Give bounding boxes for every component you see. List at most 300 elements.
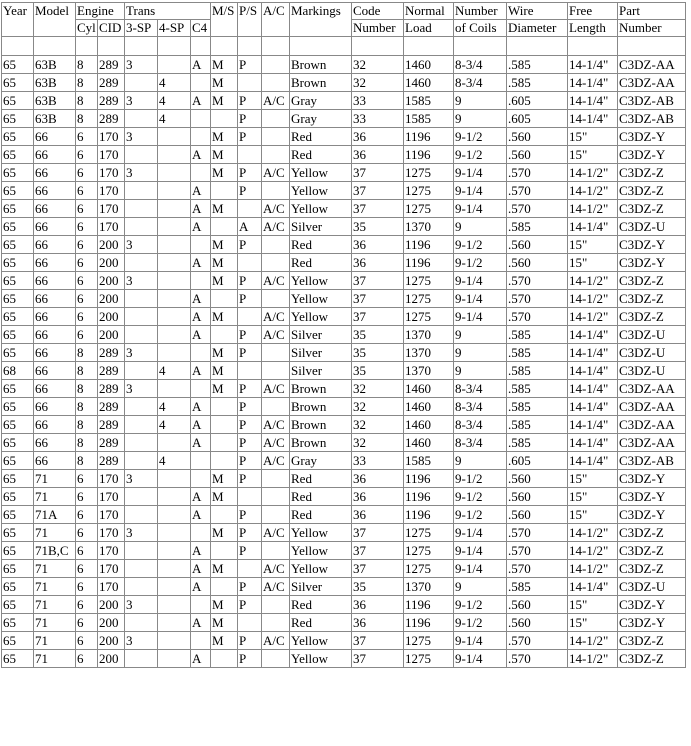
cell-ps — [238, 254, 262, 272]
cell-model: 71 — [34, 470, 76, 488]
cell-free-length: 14-1/4" — [568, 434, 618, 452]
cell-wire-diameter: .570 — [507, 200, 568, 218]
cell-code-number: 36 — [352, 614, 404, 632]
cell-4sp — [158, 560, 191, 578]
table-row — [2, 398, 686, 416]
cell-model: 66 — [34, 452, 76, 470]
cell-year: 65 — [2, 470, 34, 488]
cell-cid: 200 — [98, 272, 125, 290]
cell-ms: M — [211, 200, 238, 218]
cell-part-number: C3DZ-AB — [618, 110, 686, 128]
cell-3sp — [125, 182, 158, 200]
cell-ms: M — [211, 596, 238, 614]
cell-ps: P — [238, 578, 262, 596]
cell-number-of-coils: 9 — [454, 452, 507, 470]
cell-3sp — [125, 290, 158, 308]
cell-ac — [262, 344, 290, 362]
cell-cid: 170 — [98, 182, 125, 200]
cell-4sp — [158, 632, 191, 650]
cell-cid: 289 — [98, 416, 125, 434]
cell-markings: Red — [290, 488, 352, 506]
cell-wire-diameter: .570 — [507, 524, 568, 542]
table-row — [2, 470, 686, 488]
cell-number-of-coils: 9-1/4 — [454, 524, 507, 542]
cell-3sp: 3 — [125, 272, 158, 290]
cell-wire-diameter: .560 — [507, 254, 568, 272]
cell-ms: M — [211, 128, 238, 146]
cell-code-number: 37 — [352, 164, 404, 182]
header-ps: P/S — [238, 3, 262, 37]
cell-4sp — [158, 506, 191, 524]
cell-ps — [238, 146, 262, 164]
cell-code-number: 32 — [352, 398, 404, 416]
cell-c4: A — [191, 614, 211, 632]
cell-ac: A/C — [262, 326, 290, 344]
cell-code-number: 32 — [352, 434, 404, 452]
cell-number-of-coils: 9 — [454, 362, 507, 380]
cell-number-of-coils: 9-1/2 — [454, 236, 507, 254]
cell-cyl: 8 — [76, 344, 98, 362]
cell-part-number: C3DZ-U — [618, 578, 686, 596]
cell-free-length: 14-1/2" — [568, 272, 618, 290]
cell-ac — [262, 596, 290, 614]
cell-ps: P — [238, 470, 262, 488]
cell-free-length: 14-1/2" — [568, 200, 618, 218]
cell-model: 66 — [34, 182, 76, 200]
cell-normal-load: 1275 — [404, 164, 454, 182]
header-number-of-coils-top: Number — [454, 3, 507, 20]
cell-markings: Brown — [290, 56, 352, 74]
cell-cyl: 8 — [76, 362, 98, 380]
cell-c4: A — [191, 308, 211, 326]
table-row — [2, 362, 686, 380]
cell-cid: 170 — [98, 524, 125, 542]
cell-model: 66 — [34, 254, 76, 272]
cell-number-of-coils: 9-1/4 — [454, 272, 507, 290]
cell-code-number: 36 — [352, 596, 404, 614]
cell-ms — [211, 416, 238, 434]
cell-wire-diameter: .570 — [507, 164, 568, 182]
spring-specs-table — [1, 2, 686, 668]
cell-number-of-coils: 9-1/2 — [454, 146, 507, 164]
cell-ms: M — [211, 56, 238, 74]
header-part-number-top: Part — [618, 3, 686, 20]
cell-model: 66 — [34, 308, 76, 326]
table-row — [2, 128, 686, 146]
cell-free-length: 15" — [568, 236, 618, 254]
cell-cid: 289 — [98, 434, 125, 452]
cell-year: 65 — [2, 506, 34, 524]
cell-part-number: C3DZ-AA — [618, 74, 686, 92]
cell-cyl: 6 — [76, 218, 98, 236]
cell-ps — [238, 614, 262, 632]
cell-cyl: 8 — [76, 110, 98, 128]
cell-year: 65 — [2, 56, 34, 74]
cell-code-number: 36 — [352, 236, 404, 254]
cell-part-number: C3DZ-Z — [618, 524, 686, 542]
cell-cid: 170 — [98, 578, 125, 596]
cell-cid: 200 — [98, 290, 125, 308]
cell-ms: M — [211, 164, 238, 182]
cell-3sp — [125, 110, 158, 128]
cell-3sp: 3 — [125, 632, 158, 650]
header-c4: C4 — [191, 20, 211, 37]
cell-c4 — [191, 74, 211, 92]
cell-wire-diameter: .585 — [507, 362, 568, 380]
cell-ps: P — [238, 416, 262, 434]
cell-year: 65 — [2, 326, 34, 344]
cell-3sp — [125, 434, 158, 452]
cell-model: 66 — [34, 218, 76, 236]
cell-free-length: 14-1/4" — [568, 56, 618, 74]
header-ms: M/S — [211, 3, 238, 37]
cell-cid: 289 — [98, 380, 125, 398]
cell-4sp — [158, 236, 191, 254]
cell-year: 65 — [2, 560, 34, 578]
cell-code-number: 32 — [352, 56, 404, 74]
cell-ps: P — [238, 398, 262, 416]
cell-part-number: C3DZ-Z — [618, 542, 686, 560]
cell-wire-diameter: .560 — [507, 128, 568, 146]
cell-c4: A — [191, 92, 211, 110]
cell-c4: A — [191, 488, 211, 506]
cell-code-number: 36 — [352, 488, 404, 506]
cell-ac — [262, 56, 290, 74]
cell-normal-load: 1585 — [404, 92, 454, 110]
cell-cid: 170 — [98, 146, 125, 164]
cell-markings: Brown — [290, 434, 352, 452]
cell-ac — [262, 614, 290, 632]
cell-4sp — [158, 434, 191, 452]
cell-number-of-coils: 9-1/4 — [454, 200, 507, 218]
cell-normal-load: 1275 — [404, 560, 454, 578]
cell-cyl: 6 — [76, 182, 98, 200]
cell-cid: 289 — [98, 56, 125, 74]
cell-part-number: C3DZ-Y — [618, 614, 686, 632]
cell-number-of-coils: 9-1/4 — [454, 632, 507, 650]
cell-free-length: 14-1/2" — [568, 542, 618, 560]
cell-number-of-coils: 8-3/4 — [454, 380, 507, 398]
cell-year: 65 — [2, 272, 34, 290]
cell-ps: P — [238, 524, 262, 542]
cell-ac — [262, 290, 290, 308]
cell-model: 71 — [34, 614, 76, 632]
cell-cid: 289 — [98, 74, 125, 92]
cell-c4 — [191, 164, 211, 182]
cell-c4 — [191, 470, 211, 488]
cell-3sp: 3 — [125, 344, 158, 362]
cell-4sp: 4 — [158, 362, 191, 380]
cell-model: 71 — [34, 596, 76, 614]
cell-code-number: 35 — [352, 344, 404, 362]
cell-year: 65 — [2, 128, 34, 146]
cell-3sp — [125, 218, 158, 236]
cell-code-number: 35 — [352, 578, 404, 596]
cell-cyl: 8 — [76, 92, 98, 110]
header-ac: A/C — [262, 3, 290, 37]
cell-part-number: C3DZ-Y — [618, 128, 686, 146]
cell-4sp: 4 — [158, 452, 191, 470]
cell-model: 63B — [34, 74, 76, 92]
cell-free-length: 14-1/4" — [568, 218, 618, 236]
cell-ps: P — [238, 272, 262, 290]
table-row — [2, 542, 686, 560]
cell-year: 65 — [2, 254, 34, 272]
cell-ps — [238, 560, 262, 578]
table-row — [2, 74, 686, 92]
cell-year: 65 — [2, 416, 34, 434]
cell-wire-diameter: .560 — [507, 506, 568, 524]
cell-3sp: 3 — [125, 524, 158, 542]
table-header — [2, 3, 686, 37]
cell-ps — [238, 308, 262, 326]
cell-free-length: 15" — [568, 254, 618, 272]
cell-c4 — [191, 524, 211, 542]
cell-model: 71 — [34, 632, 76, 650]
table-row — [2, 596, 686, 614]
cell-number-of-coils: 9-1/2 — [454, 506, 507, 524]
cell-ac — [262, 254, 290, 272]
header-trans: Trans — [125, 3, 211, 20]
cell-model: 66 — [34, 416, 76, 434]
cell-number-of-coils: 9-1/4 — [454, 650, 507, 668]
cell-ac: A/C — [262, 632, 290, 650]
cell-code-number: 32 — [352, 380, 404, 398]
cell-ms — [211, 182, 238, 200]
cell-4sp: 4 — [158, 398, 191, 416]
cell-markings: Gray — [290, 452, 352, 470]
cell-number-of-coils: 9-1/2 — [454, 488, 507, 506]
cell-cyl: 6 — [76, 632, 98, 650]
table-body — [2, 37, 686, 668]
cell-part-number: C3DZ-Y — [618, 146, 686, 164]
cell-number-of-coils: 9-1/4 — [454, 164, 507, 182]
cell-ms: M — [211, 380, 238, 398]
cell-4sp: 4 — [158, 110, 191, 128]
cell-cid: 200 — [98, 236, 125, 254]
cell-cid: 200 — [98, 308, 125, 326]
cell-code-number: 36 — [352, 128, 404, 146]
cell-ps — [238, 362, 262, 380]
cell-wire-diameter: .560 — [507, 596, 568, 614]
cell-model: 66 — [34, 434, 76, 452]
cell-c4: A — [191, 290, 211, 308]
cell-c4: A — [191, 578, 211, 596]
cell-ps: P — [238, 128, 262, 146]
cell-ac — [262, 470, 290, 488]
cell-part-number: C3DZ-AB — [618, 92, 686, 110]
cell-ps: P — [238, 290, 262, 308]
cell-cyl: 6 — [76, 326, 98, 344]
cell-year: 65 — [2, 596, 34, 614]
cell-ps — [238, 74, 262, 92]
cell-cyl: 8 — [76, 398, 98, 416]
header-model: Model — [34, 3, 76, 37]
cell-number-of-coils: 8-3/4 — [454, 74, 507, 92]
cell-wire-diameter: .605 — [507, 110, 568, 128]
cell-cid: 200 — [98, 596, 125, 614]
cell-ps: P — [238, 596, 262, 614]
cell-cyl: 6 — [76, 470, 98, 488]
cell-cyl: 8 — [76, 452, 98, 470]
cell-normal-load: 1370 — [404, 362, 454, 380]
header-part-number-bottom: Number — [618, 20, 686, 37]
cell-ps: P — [238, 506, 262, 524]
cell-c4 — [191, 380, 211, 398]
cell-part-number: C3DZ-Y — [618, 236, 686, 254]
cell-c4: A — [191, 650, 211, 668]
cell-free-length: 14-1/4" — [568, 398, 618, 416]
cell-ps: P — [238, 110, 262, 128]
table-row — [2, 164, 686, 182]
cell-cyl: 6 — [76, 614, 98, 632]
cell-year: 65 — [2, 92, 34, 110]
cell-cyl: 6 — [76, 542, 98, 560]
cell-ps: P — [238, 236, 262, 254]
cell-cid: 170 — [98, 200, 125, 218]
cell-4sp: 4 — [158, 416, 191, 434]
cell-ps: P — [238, 650, 262, 668]
cell-cyl: 6 — [76, 254, 98, 272]
cell-model: 71 — [34, 560, 76, 578]
cell-cyl: 6 — [76, 578, 98, 596]
cell-4sp — [158, 254, 191, 272]
cell-markings: Red — [290, 254, 352, 272]
cell-ac: A/C — [262, 380, 290, 398]
table-row — [2, 308, 686, 326]
header-year: Year — [2, 3, 34, 37]
cell-number-of-coils: 9-1/4 — [454, 308, 507, 326]
cell-year: 65 — [2, 452, 34, 470]
cell-part-number: C3DZ-Z — [618, 164, 686, 182]
cell-ms — [211, 452, 238, 470]
cell-c4: A — [191, 326, 211, 344]
cell-3sp — [125, 146, 158, 164]
cell-c4: A — [191, 542, 211, 560]
cell-cyl: 6 — [76, 488, 98, 506]
cell-model: 63B — [34, 56, 76, 74]
cell-free-length: 14-1/4" — [568, 452, 618, 470]
cell-normal-load: 1196 — [404, 488, 454, 506]
cell-code-number: 32 — [352, 416, 404, 434]
cell-c4 — [191, 128, 211, 146]
cell-ac — [262, 542, 290, 560]
cell-cid: 170 — [98, 506, 125, 524]
cell-ms: M — [211, 614, 238, 632]
cell-4sp — [158, 380, 191, 398]
cell-cyl: 8 — [76, 416, 98, 434]
cell-3sp — [125, 578, 158, 596]
cell-4sp — [158, 56, 191, 74]
cell-normal-load: 1370 — [404, 344, 454, 362]
table-row — [2, 290, 686, 308]
table-row — [2, 92, 686, 110]
cell-number-of-coils: 8-3/4 — [454, 398, 507, 416]
header-4sp: 4-SP — [158, 20, 191, 37]
cell-ac: A/C — [262, 452, 290, 470]
cell-normal-load: 1275 — [404, 200, 454, 218]
cell-cid: 289 — [98, 110, 125, 128]
cell-ms — [211, 218, 238, 236]
cell-code-number: 33 — [352, 452, 404, 470]
header-3sp: 3-SP — [125, 20, 158, 37]
cell-c4 — [191, 344, 211, 362]
cell-normal-load: 1460 — [404, 56, 454, 74]
cell-free-length: 14-1/2" — [568, 632, 618, 650]
table-row — [2, 344, 686, 362]
cell-3sp: 3 — [125, 128, 158, 146]
cell-markings: Silver — [290, 326, 352, 344]
cell-year: 65 — [2, 290, 34, 308]
cell-cid: 170 — [98, 488, 125, 506]
cell-part-number: C3DZ-Z — [618, 272, 686, 290]
cell-4sp — [158, 146, 191, 164]
cell-year: 65 — [2, 110, 34, 128]
cell-ps: P — [238, 164, 262, 182]
cell-year: 65 — [2, 632, 34, 650]
cell-3sp: 3 — [125, 164, 158, 182]
cell-part-number: C3DZ-Z — [618, 560, 686, 578]
cell-model: 71 — [34, 650, 76, 668]
cell-wire-diameter: .560 — [507, 236, 568, 254]
cell-ac: A/C — [262, 272, 290, 290]
cell-number-of-coils: 9-1/2 — [454, 254, 507, 272]
header-engine: Engine — [76, 3, 125, 20]
cell-cid: 170 — [98, 542, 125, 560]
cell-normal-load: 1275 — [404, 650, 454, 668]
cell-number-of-coils: 9 — [454, 110, 507, 128]
cell-year: 65 — [2, 614, 34, 632]
cell-year: 65 — [2, 164, 34, 182]
cell-free-length: 15" — [568, 146, 618, 164]
cell-normal-load: 1460 — [404, 434, 454, 452]
cell-ps: P — [238, 632, 262, 650]
cell-ac: A/C — [262, 218, 290, 236]
cell-wire-diameter: .570 — [507, 182, 568, 200]
cell-model: 66 — [34, 272, 76, 290]
cell-code-number: 35 — [352, 362, 404, 380]
cell-code-number: 37 — [352, 182, 404, 200]
cell-ac: A/C — [262, 560, 290, 578]
cell-c4: A — [191, 398, 211, 416]
cell-year: 65 — [2, 488, 34, 506]
cell-year: 65 — [2, 578, 34, 596]
cell-wire-diameter: .570 — [507, 632, 568, 650]
cell-code-number: 37 — [352, 650, 404, 668]
cell-code-number: 33 — [352, 92, 404, 110]
cell-c4 — [191, 110, 211, 128]
cell-part-number: C3DZ-U — [618, 344, 686, 362]
cell-cyl: 6 — [76, 272, 98, 290]
cell-markings: Yellow — [290, 290, 352, 308]
cell-ac — [262, 128, 290, 146]
cell-cid: 200 — [98, 254, 125, 272]
cell-markings: Red — [290, 146, 352, 164]
cell-part-number: C3DZ-AA — [618, 398, 686, 416]
cell-c4: A — [191, 560, 211, 578]
cell-4sp — [158, 218, 191, 236]
table-row — [2, 56, 686, 74]
cell-free-length: 15" — [568, 614, 618, 632]
cell-cyl: 8 — [76, 434, 98, 452]
cell-wire-diameter: .570 — [507, 560, 568, 578]
cell-ac — [262, 398, 290, 416]
cell-part-number: C3DZ-U — [618, 218, 686, 236]
cell-model: 66 — [34, 362, 76, 380]
cell-4sp — [158, 290, 191, 308]
cell-wire-diameter: .585 — [507, 74, 568, 92]
cell-cyl: 6 — [76, 236, 98, 254]
